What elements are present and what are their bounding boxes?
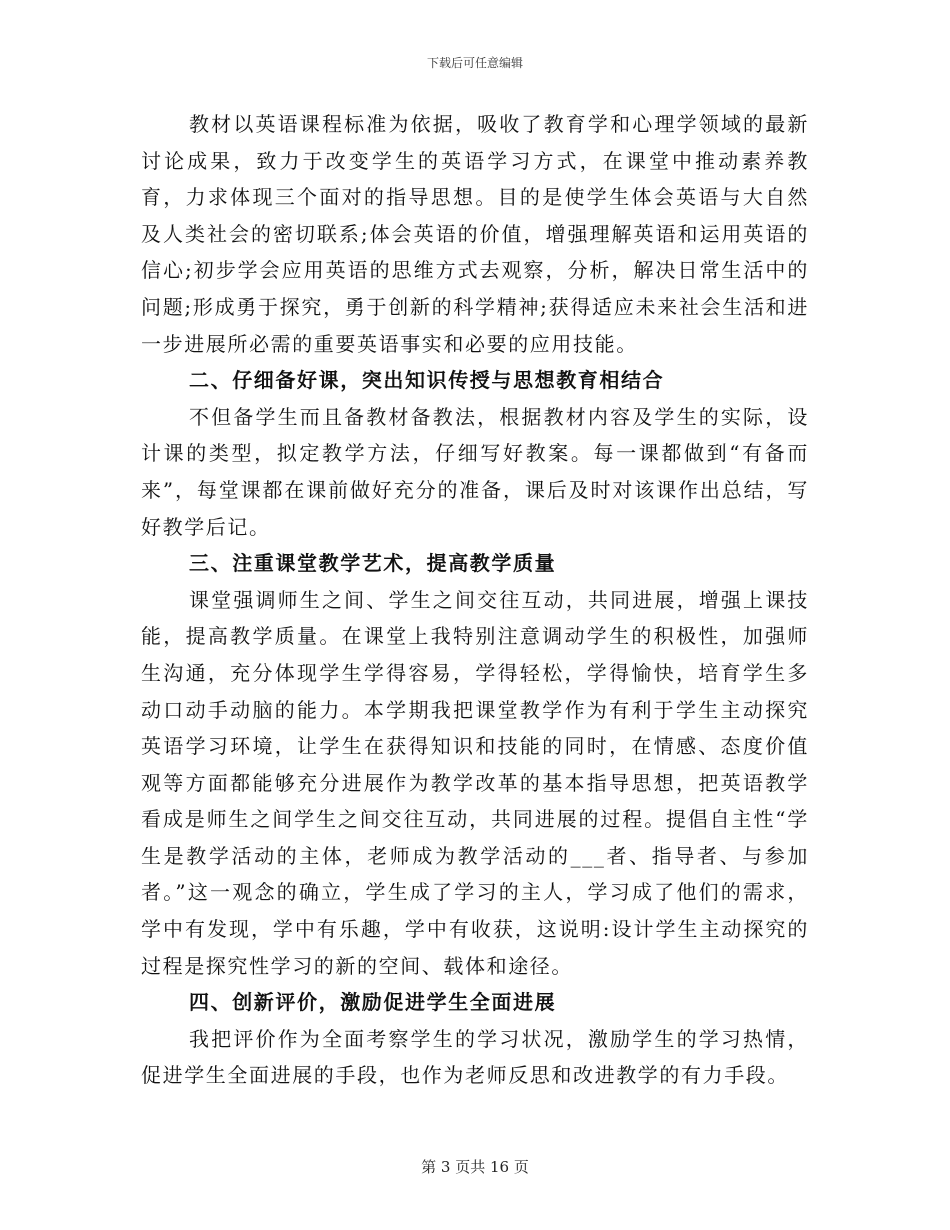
page-header: 下载后可任意编辑: [426, 56, 523, 70]
document-body: [141, 106, 809, 1094]
page-number-footer: 第 3 页共 16 页: [421, 1158, 529, 1176]
paragraph-classroom-art: 课堂强调师生之间、学生之间交往互动，共同进展，增强上课技能，提高教学质量。在课堂上我特别注意调动学生的积极性，加强师生沟通，充分体现学生学得容易，学得轻松，学得愉快，培育学生多动口动手动脑的能力。本学期我把课堂教学作为有利于学生主动探究英语学习环境，让学生在获得知识和技能的同时，在情感、态度价值观等方面都能够充分进展作为教学改革的基本指导思想，把英语教学看成是师生之间学生之间交往互动，共同进展的过程。提倡自主性“学生是教学活动的主体，老师成为教学活动的___者、指导者、与参加者。”这一观念的确立，学生成了学习的主人，学习成了他们的需求，学中有发现，学中有乐趣，学中有收获，这说明:设计学生主动探究的过程是探究性学习的新的空间、载体和途径。: [141, 587, 809, 978]
section-heading-2: 二、仔细备好课，突出知识传授与思想教育相结合: [189, 368, 665, 393]
section-heading-3: 三、注重课堂教学艺术，提高教学质量: [189, 551, 557, 576]
paragraph-evaluation: 我把评价作为全面考察学生的学习状况，激励学生的学习热情，促进学生全面进展的手段，也作为老师反思和改进教学的有力手段。: [141, 1026, 809, 1088]
paragraph-intro: 教材以英语课程标准为依据，吸收了教育学和心理学领域的最新讨论成果，致力于改变学生的英语学习方式，在课堂中推动素养教育，力求体现三个面对的指导思想。目的是使学生体会英语与大自然及人类社会的密切联系;体会英语的价值，增强理解英语和运用英语的信心;初步学会应用英语的思维方式去观察，分析，解决日常生活中的问题;形成勇于探究，勇于创新的科学精神;获得适应未来社会生活和进一步进展所必需的重要英语事实和必要的应用技能。: [141, 112, 809, 356]
paragraph-lesson-prep: 不但备学生而且备教材备教法，根据教材内容及学生的实际，设计课的类型，拟定教学方法，仔细写好教案。每一课都做到“有备而来”，每堂课都在课前做好充分的准备，课后及时对该课作出总结，写好教学后记。: [141, 404, 809, 539]
section-heading-4: 四、创新评价，激励促进学生全面进展: [189, 990, 557, 1015]
